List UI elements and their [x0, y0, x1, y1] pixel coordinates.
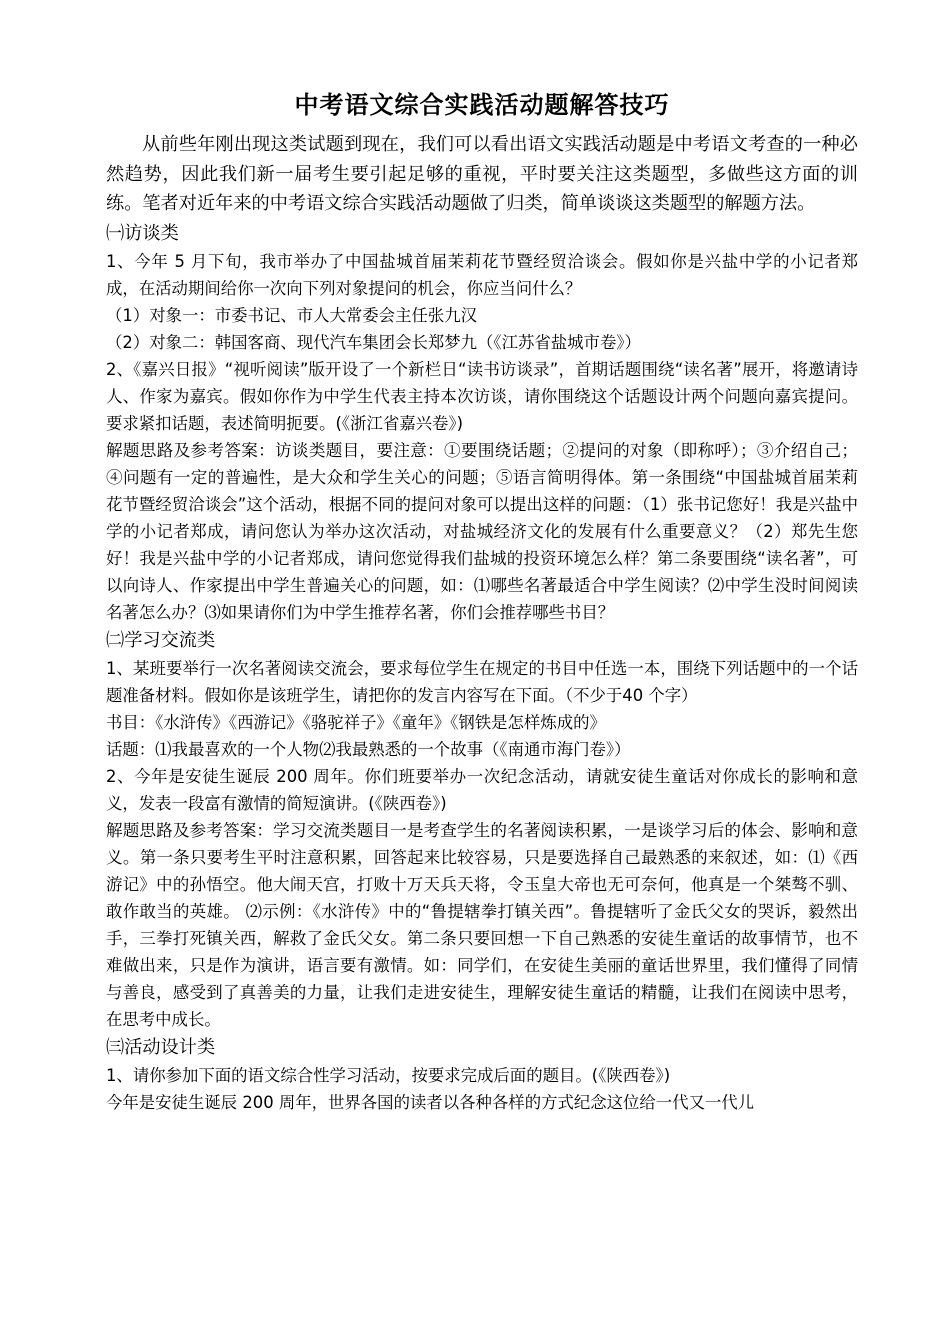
question-1-item-a: （1）对象一：市委书记、市人大常委会主任张九汉 [106, 305, 478, 325]
document-page [106, 88, 858, 1116]
section-heading-study: ㈡学习交流类 [106, 629, 216, 651]
activity-paragraph: 今年是安徒生诞辰 200 周年，世界各国的读者以各种各样的方式纪念这位给一代又一代儿 [106, 1092, 755, 1112]
question-2-study: 2、今年是安徒生诞辰 200 周年。你们班要举办一次纪念活动，请就安徒生童话对你成长的影响和意义，发表一段富有激情的简短演讲。(《陕西卷》) [106, 766, 858, 813]
topic-list: 话题：⑴我最喜欢的一个人物⑵我最熟悉的一个故事（《南通市海门卷》） [106, 739, 631, 759]
question-1-interview: 1、今年 5 月下旬，我市举办了中国盐城首届茉莉花节暨经贸洽谈会。假如你是兴盐中学的小记者郑成，在活动期间给你一次向下列对象提问的机会，你应当问什么？ [106, 251, 858, 298]
answer-body-text: 第一条围绕“中国盐城首届茉莉花节暨经贸洽谈会”这个活动，根据不同的提问对象可以提出这样的问题：（1）张书记您好！我是兴盐中学的小记者郑成，请问您认为举办这次活动，对盐城经济文化的发展有什么重要意义？（2）郑先生您好！我是兴盐中学的小记者郑成，请问您觉得我们盐城的投资环境怎么样？第二条要围绕“读名著”，可以向诗人、作家提出中学生普遍关心的问题，如：⑴哪些名著最适合中学生阅读？⑵中学生没时间阅读名著怎么办？⑶如果请你们为中学生推荐名著，你们会推荐哪些书目？ [106, 467, 859, 622]
document-title: 中考语文综合实践活动题解答技巧 [294, 90, 670, 119]
answer-body-text: 第一条只要考生平时注意积累，回答起来比较容易，只是要选择自己最熟悉的来叙述，如：⑴《西游记》中的孙悟空。他大闹天宫，打败十万天兵天将，令玉皇大帝也无可奈何，他真是一个桀骜不驯、敢作敢当的英雄。 ⑵示例：《水浒传》中的“鲁提辖拳打镇关西”。鲁提辖听了金氏父女的哭诉，毅然出手，三拳打死镇关西，解救了金氏父女。第二条只要回想一下自己熟悉的安徒生童话的故事情节，也不难做出来，只是作为演讲，语言要有激情。如：同学们，在安徒生美丽的童话世界里，我们懂得了同情与善良，感受到了真善美的力量，让我们走进安徒生，理解安徒生童话的精髓，让我们在阅读中思考，在思考中成长。 [106, 847, 859, 1029]
question-1-study: 1、某班要举行一次名著阅读交流会，要求每位学生在规定的书目中任选一本，围绕下列话题中的一个话题准备材料。假如你是该班学生，请把你的发言内容写在下面。（不少于40 个字） [106, 658, 858, 705]
question-1-activity: 1、请你参加下面的语文综合性学习活动，按要求完成后面的题目。(《陕西卷》) [106, 1065, 671, 1085]
section-heading-activity-design: ㈢活动设计类 [106, 1036, 216, 1058]
answer-intro-text: 访谈类题目，要注意：①要围绕话题；②提问的对象（即称呼）；③介绍自己；④问题有一定的普遍性，是大众和学生关心的问题；⑤语言简明得体。 [106, 440, 859, 487]
answer-interview [106, 437, 858, 626]
answer-intro-text: 学习交流类题目一是考查学生的名著阅读积累，一是谈学习后的体会、影响和意义。 [106, 820, 859, 867]
question-1-item-b: （2）对象二：韩国客商、现代汽车集团会长郑梦九（《江苏省盐城市卷》） [106, 332, 641, 352]
question-2-interview: 2、《嘉兴日报》“视听阅读”版开设了一个新栏日“读书访谈录”，首期话题围绕“读名著”展开，将邀请诗人、作家为嘉宾。假如你作为中学生代表主持本次访谈，请你围绕这个话题设计两个问题向嘉宾提问。要求紧扣话题，表述简明扼要。(《浙江省嘉兴卷》) [106, 359, 858, 433]
section-heading-interview: ㈠访谈类 [106, 222, 179, 244]
answer-label: 解题思路及参考答案： [106, 440, 276, 460]
book-list: 书目：《水浒传》《西游记》《骆驼祥子》《童年》《钢铁是怎样炼成的》 [106, 712, 606, 732]
answer-label: 解题思路及参考答案： [106, 820, 274, 840]
answer-study [106, 817, 858, 1033]
intro-paragraph: 从前些年刚出现这类试题到现在，我们可以看出语文实践活动题是中考语文考查的一种必然趋势，因此我们新一届考生要引起足够的重视，平时要关注这类题型，多做些这方面的训练。笔者对近年来的中考语文综合实践活动题做了归类，简单谈谈这类题型的解题方法。 [106, 134, 858, 214]
